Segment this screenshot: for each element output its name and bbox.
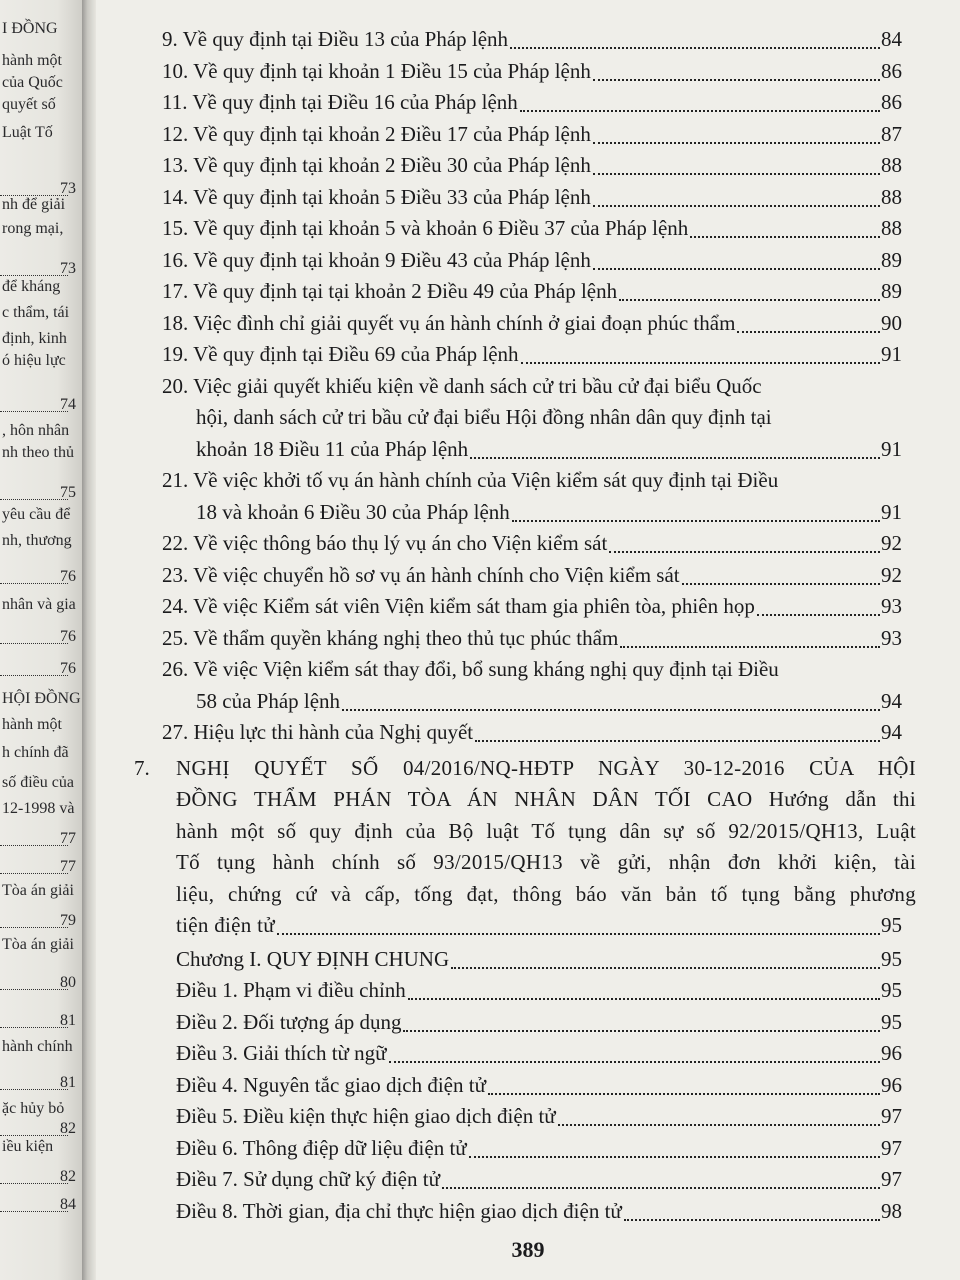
toc-entry[interactable] — [96, 339, 960, 371]
toc-page-number: 96 — [881, 1072, 902, 1097]
left-page-fragment: Luật Tố — [2, 124, 53, 141]
toc-entry-text: hội, danh sách cử tri bầu cử đại biểu Hội đồng nhân dân quy định tại — [196, 405, 772, 429]
toc-entry[interactable] — [96, 245, 960, 277]
toc-entry-text: Điều 7. Sử dụng chữ ký điện tử — [176, 1167, 440, 1191]
toc-page-number: 86 — [881, 58, 902, 83]
toc-entry-text: 17. Về quy định tại tại khoản 2 Điều 49 của Pháp lệnh — [162, 279, 618, 303]
toc-entry[interactable] — [96, 717, 960, 749]
toc-entry-text: Điều 2. Đối tượng áp dụng — [176, 1009, 402, 1034]
left-page-fragment: 84 — [60, 1196, 76, 1213]
toc-page-number: 84 — [881, 27, 902, 51]
toc-entry-text: Chương I. QUY ĐỊNH CHUNG — [176, 946, 450, 971]
toc-entry[interactable] — [96, 150, 960, 182]
toc-entry-text: Điều 5. Điều kiện thực hiện giao dịch điện tử — [176, 1104, 556, 1128]
toc-entry-text: 15. Về quy định tại khoản 5 và khoản 6 Điều 37 của Pháp lệnh — [162, 216, 689, 240]
toc-entry-text: Điều 1. Phạm vi điều chỉnh — [176, 978, 406, 1002]
toc-entry[interactable] — [96, 308, 960, 340]
toc-page-number: 88 — [881, 184, 902, 209]
toc-entry-text: Điều 3. Giải thích từ ngữ — [176, 1041, 387, 1065]
toc-article-entry[interactable] — [96, 1038, 960, 1070]
left-page-fragment: số điều của — [2, 774, 74, 791]
left-page-fragment: quyết số — [2, 96, 56, 113]
toc-entry-text: Điều 4. Nguyên tắc giao dịch điện tử — [176, 1072, 486, 1097]
dot-leader — [277, 933, 880, 935]
toc-entry-text: 9. Về quy định tại Điều 13 của Pháp lệnh — [162, 27, 509, 51]
dot-leader — [488, 1093, 880, 1095]
page-number: 389 — [511, 1237, 545, 1262]
toc-page-number: 98 — [881, 1198, 902, 1223]
dot-leader — [403, 1030, 880, 1032]
previous-page-strip — [0, 0, 82, 1280]
toc-page-number: 93 — [881, 594, 902, 618]
left-page-fragment: ặc hủy bỏ — [2, 1100, 65, 1117]
left-page-fragment: 81 — [60, 1012, 76, 1029]
left-page-leader — [0, 582, 68, 584]
toc-page-number: 91 — [881, 499, 902, 524]
left-page-leader — [0, 988, 68, 990]
toc-entry-text: 25. Về thẩm quyền kháng nghị theo thủ tục phúc thẩm — [162, 625, 619, 650]
toc-entry-text: 18. Việc đình chỉ giải quyết vụ án hành chính ở giai đoạn phúc thẩm — [162, 310, 736, 335]
left-page-fragment: nh, thương — [2, 532, 72, 549]
left-page-fragment: 79 — [60, 912, 76, 929]
left-page-leader — [0, 410, 68, 412]
left-page-leader — [0, 1182, 68, 1184]
dot-leader — [619, 299, 880, 301]
toc-entry[interactable] — [96, 119, 960, 151]
left-page-fragment: hành một — [2, 716, 62, 733]
toc-page-number: 91 — [881, 436, 902, 461]
left-page-fragment: ó hiệu lực — [2, 352, 66, 369]
section-title-line: NGHỊ QUYẾT SỐ 04/2016/NQ-HĐTP NGÀY 30-12-2016 CỦA HỘI — [176, 755, 916, 780]
dot-leader — [593, 173, 880, 175]
toc-entry[interactable] — [96, 182, 960, 214]
left-page-leader — [0, 642, 68, 644]
toc-page-number: 92 — [881, 531, 902, 555]
toc-page-number: 90 — [881, 310, 902, 335]
dot-leader — [469, 1156, 880, 1158]
toc-page-number: 88 — [881, 216, 902, 240]
toc-page-number: 92 — [881, 562, 902, 587]
dot-leader — [593, 268, 880, 270]
left-page-fragment: iều kiện — [2, 1138, 54, 1155]
toc-page-number: 95 — [881, 913, 902, 937]
toc-entry-text: 11. Về quy định tại Điều 16 của Pháp lệnh — [162, 90, 518, 114]
section-title-line: Tố tụng hành chính số 93/2015/QH13 về gửi, nhận đơn khởi kiện, tài — [176, 850, 916, 874]
toc-page-number: 95 — [881, 978, 902, 1002]
left-page-fragment: 77 — [60, 858, 76, 875]
left-page-fragment: 73 — [60, 260, 76, 277]
toc-entry[interactable] — [96, 56, 960, 88]
book-gutter — [82, 0, 96, 1280]
left-page-leader — [0, 674, 68, 676]
left-page-leader — [0, 1088, 68, 1090]
dot-leader — [520, 110, 880, 112]
dot-leader — [682, 583, 880, 585]
left-page-fragment: Tòa án giải — [2, 936, 74, 953]
dot-leader — [757, 614, 880, 616]
section-title-line: tiện điện tử — [176, 913, 275, 937]
dot-leader — [451, 967, 880, 969]
dot-leader — [593, 205, 880, 207]
dot-leader — [389, 1061, 880, 1063]
toc-page-number: 94 — [881, 688, 902, 713]
toc-entry-text: 18 và khoản 6 Điều 30 của Pháp lệnh — [196, 499, 510, 524]
toc-article-entry[interactable] — [96, 1070, 960, 1102]
dot-leader — [558, 1124, 880, 1126]
left-page-fragment: nh theo thủ — [2, 444, 74, 461]
dot-leader — [593, 79, 880, 81]
left-page-fragment: 82 — [60, 1168, 76, 1185]
toc-entry-text: 13. Về quy định tại khoản 2 Điều 30 của Pháp lệnh — [162, 153, 591, 177]
left-page-fragment: 12-1998 và — [2, 800, 75, 817]
toc-page-number: 93 — [881, 625, 902, 650]
toc-page-number: 89 — [881, 247, 902, 272]
toc-page-number: 97 — [881, 1104, 902, 1128]
left-page-fragment: nh để giải — [2, 196, 66, 213]
left-page-fragment: để kháng — [2, 278, 61, 295]
left-page-fragment: của Quốc — [2, 74, 63, 91]
toc-page-number: 94 — [881, 720, 902, 744]
toc-article-entry[interactable] — [96, 944, 960, 976]
dot-leader — [512, 520, 880, 522]
toc-page-number: 97 — [881, 1167, 902, 1191]
left-page-leader — [0, 1210, 68, 1212]
dot-leader — [609, 551, 880, 553]
left-page-leader — [0, 926, 68, 928]
dot-leader — [690, 236, 880, 238]
dot-leader — [442, 1187, 880, 1189]
left-page-fragment: 81 — [60, 1074, 76, 1091]
left-page-leader — [0, 844, 68, 846]
left-page-fragment: h chính đã — [2, 744, 69, 761]
toc-entry-text: 10. Về quy định tại khoản 1 Điều 15 của Pháp lệnh — [162, 58, 591, 83]
section-title-line: ĐỒNG THẨM PHÁN TÒA ÁN NHÂN DÂN TỐI CAO Hướng dẫn thi — [176, 787, 916, 811]
toc-entry-text: khoản 18 Điều 11 của Pháp lệnh — [196, 436, 469, 461]
left-page-fragment: định, kinh — [2, 330, 67, 347]
left-page-leader — [0, 498, 68, 500]
toc-entry[interactable] — [96, 528, 960, 560]
dot-leader — [475, 740, 880, 742]
left-page-fragment: 74 — [60, 396, 76, 413]
dot-leader — [521, 362, 880, 364]
table-of-contents-page — [96, 0, 960, 1280]
left-page-fragment: c thẩm, tái — [2, 304, 70, 321]
toc-entry-text: 58 của Pháp lệnh — [196, 688, 341, 713]
left-page-fragment: nhân và gia — [2, 596, 76, 613]
toc-entry-text: Điều 6. Thông điệp dữ liệu điện tử — [176, 1135, 467, 1160]
toc-entry[interactable] — [96, 465, 960, 528]
dot-leader — [737, 331, 880, 333]
toc-entry-text: 22. Về việc thông báo thụ lý vụ án cho Viện kiểm sát — [162, 531, 608, 555]
toc-article-entry[interactable] — [96, 1007, 960, 1039]
left-page-fragment: , hôn nhân — [2, 422, 70, 439]
left-page-leader — [0, 1026, 68, 1028]
toc-entry-text: Điều 8. Thời gian, địa chỉ thực hiện giao dịch điện tử — [176, 1198, 622, 1223]
toc-entry[interactable] — [96, 591, 960, 623]
dot-leader — [624, 1219, 880, 1221]
toc-entry-text: 26. Về việc Viện kiểm sát thay đổi, bổ sung kháng nghị quy định tại Điều — [162, 657, 779, 681]
toc-entry-text: 27. Hiệu lực thi hành của Nghị quyết — [162, 720, 474, 744]
toc-entry-text: 24. Về việc Kiểm sát viên Viện kiểm sát tham gia phiên tòa, phiên họp — [162, 594, 755, 618]
left-page-fragment: 82 — [60, 1120, 76, 1137]
toc-page-number: 89 — [881, 279, 902, 303]
toc-entry-text: 16. Về quy định tại khoản 9 Điều 43 của Pháp lệnh — [162, 247, 591, 272]
toc-entry[interactable] — [96, 623, 960, 655]
left-page-leader — [0, 1134, 68, 1136]
toc-page-number: 95 — [881, 946, 902, 971]
left-page-fragment: 76 — [60, 628, 76, 645]
left-page-fragment: 75 — [60, 484, 76, 501]
toc-entry[interactable] — [96, 87, 960, 119]
toc-page-number: 96 — [881, 1041, 902, 1065]
dot-leader — [408, 998, 880, 1000]
section-number: 7. — [134, 755, 150, 780]
toc-entry[interactable] — [96, 654, 960, 717]
dot-leader — [620, 646, 880, 648]
left-page-fragment: rong mại, — [2, 220, 64, 237]
left-page-fragment: 80 — [60, 974, 76, 991]
left-page-fragment: 73 — [60, 180, 76, 197]
toc-entry-text: 20. Việc giải quyết khiếu kiện về danh sách cử tri bầu cử đại biểu Quốc — [162, 373, 762, 398]
toc-entry[interactable] — [96, 24, 960, 56]
toc-entry-text: 19. Về quy định tại Điều 69 của Pháp lệnh — [162, 342, 519, 366]
left-page-leader — [0, 872, 68, 874]
left-page-fragment: I ĐỒNG — [2, 20, 58, 37]
left-page-fragment: hành một — [2, 52, 62, 69]
toc-article-entry[interactable] — [96, 975, 960, 1007]
left-page-fragment: yêu cầu để — [2, 506, 71, 523]
left-page-fragment: 76 — [60, 568, 76, 585]
toc-entry-text: 21. Về việc khởi tố vụ án hành chính của Viện kiểm sát quy định tại Điều — [162, 468, 779, 492]
toc-article-entry[interactable] — [96, 1133, 960, 1165]
dot-leader — [342, 709, 880, 711]
section-title-line: hành một số quy định của Bộ luật Tố tụng dân sự số 92/2015/QH13, Luật — [176, 818, 916, 843]
section-title-line: liệu, chứng cứ và cấp, tống đạt, thông báo văn bản tố tụng bằng phương — [176, 881, 916, 906]
dot-leader — [470, 457, 880, 459]
left-page-fragment: Tòa án giải — [2, 882, 74, 899]
toc-article-entry[interactable] — [96, 1164, 960, 1196]
left-page-leader — [0, 274, 68, 276]
toc-entry[interactable] — [96, 371, 960, 466]
toc-entry-text: 12. Về quy định tại khoản 2 Điều 17 của Pháp lệnh — [162, 121, 591, 146]
toc-page-number: 87 — [881, 121, 902, 146]
toc-page-number: 95 — [881, 1009, 902, 1034]
toc-page-number: 97 — [881, 1135, 902, 1160]
left-page-fragment: 76 — [60, 660, 76, 677]
toc-page-number: 91 — [881, 342, 902, 366]
toc-entry[interactable] — [96, 213, 960, 245]
toc-entry-text: 14. Về quy định tại khoản 5 Điều 33 của Pháp lệnh — [162, 184, 591, 209]
left-page-fragment: 77 — [60, 830, 76, 847]
toc-entry[interactable] — [96, 276, 960, 308]
toc-entry[interactable] — [96, 560, 960, 592]
toc-article-entry[interactable] — [96, 1196, 960, 1228]
dot-leader — [593, 142, 880, 144]
dot-leader — [510, 47, 880, 49]
left-page-fragment: HỘI ĐỒNG — [2, 690, 81, 707]
toc-entry-text: 23. Về việc chuyển hồ sơ vụ án hành chính cho Viện kiểm sát — [162, 562, 680, 587]
toc-article-entry[interactable] — [96, 1101, 960, 1133]
toc-page-number: 86 — [881, 90, 902, 114]
toc-page-number: 88 — [881, 153, 902, 177]
left-page-fragment: hành chính — [2, 1038, 73, 1055]
